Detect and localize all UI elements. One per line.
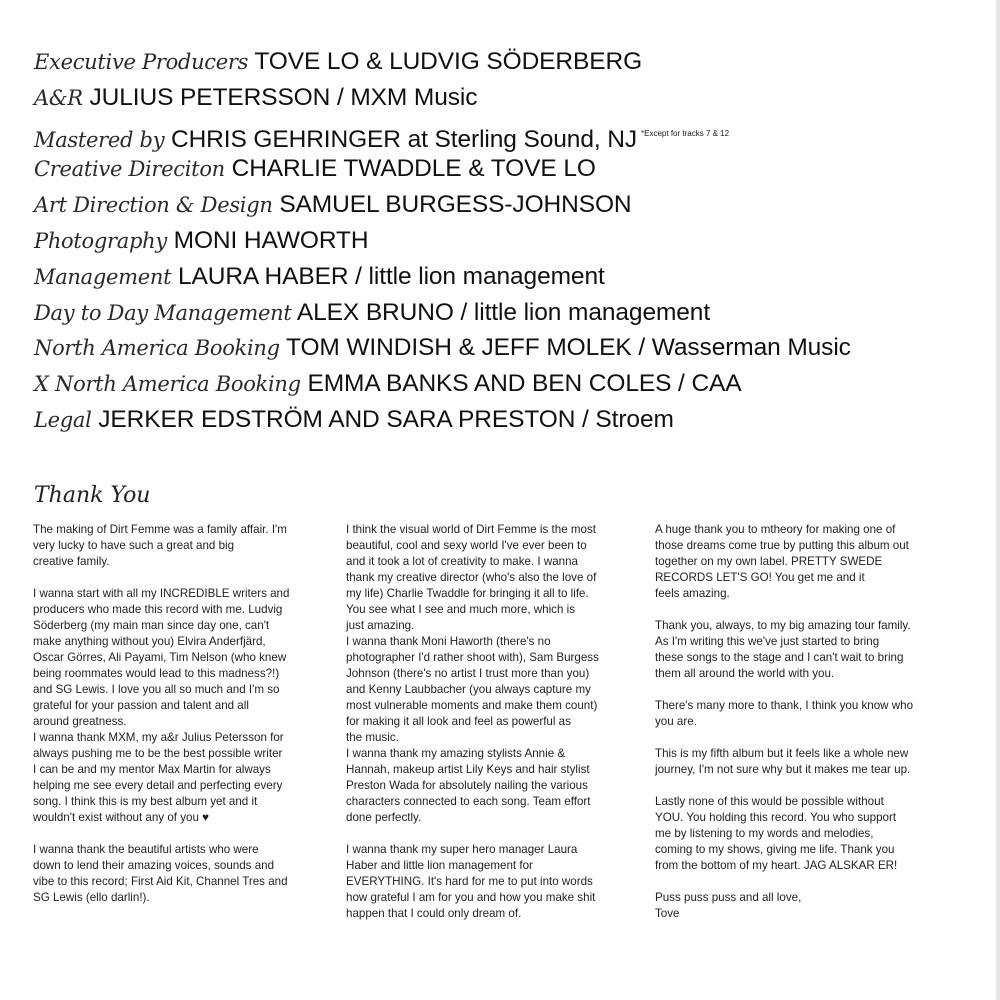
credit-role: Creative Direciton [34, 157, 225, 182]
credit-names: ALEX BRUNO / little lion management [296, 298, 711, 326]
credit-names: JULIUS PETERSSON / MXM Music [89, 83, 478, 111]
thank-you-heading: Thank You [34, 483, 151, 508]
credit-role: Management [34, 264, 172, 289]
credit-row [34, 187, 994, 223]
credit-role: X North America Booking [34, 372, 301, 397]
thank-you-column-3 [655, 522, 960, 922]
credit-names: EMMA BANKS AND BEN COLES / CAA [307, 370, 742, 398]
paragraph: Thank you, always, to my big amazing tour family. As I'm writing this we've just started to bring these songs to the stage and I can't wait to bring them all around the world with you. [655, 619, 911, 680]
paragraph: I wanna thank MXM, my a&r Julius Petersson for always pushing me to be the best possible writer I can be and my mentor Max Martin for always helping me see every detail and perfecting every song. I think this is my best album yet and it wouldn't exist without any of you ♥ [33, 731, 284, 824]
credit-role: Legal [34, 407, 92, 432]
credit-row [34, 80, 994, 116]
page-edge [996, 0, 1000, 1000]
paragraph: A huge thank you to mtheory for making one of those dreams come true by putting this album out together on my own label. PRETTY SWEDE RECORDS LET'S GO! You get me and it feels amazing. [655, 523, 909, 600]
paragraph: This is my fifth album but it feels like a whole new journey, I'm not sure why but it makes me tear up. [655, 747, 911, 776]
credit-names: JERKER EDSTRÖM AND SARA PRESTON / Stroem [98, 405, 674, 433]
credit-role: Mastered by [34, 127, 165, 152]
paragraph: There's many more to thank, I think you know who you are. [655, 699, 914, 728]
paragraph: Lastly none of this would be possible without YOU. You holding this record. You who support me by listening to my words and melodies, coming to my shows, giving me life. Thank you from the bottom of my heart. JAG ALSKAR ER! [655, 795, 898, 872]
credit-footnote: *Except for tracks 7 & 12 [641, 128, 730, 138]
credit-role: Day to Day Management [34, 300, 292, 325]
credit-row [34, 151, 994, 187]
credit-role: Executive Producers [34, 50, 249, 74]
credit-names: MONI HAWORTH [173, 226, 369, 254]
credit-role: Photography [34, 228, 167, 253]
credit-role: North America Booking [34, 336, 280, 361]
credit-row [34, 259, 994, 295]
credit-row [34, 44, 994, 80]
signature: Puss puss puss and all love, Tove [655, 891, 802, 920]
credit-names: TOVE LO & LUDVIG SÖDERBERG [254, 48, 643, 75]
credit-row [34, 366, 994, 402]
credits-list [34, 44, 994, 438]
credit-row [34, 295, 994, 331]
credit-row [34, 223, 994, 259]
paragraph: I wanna thank my amazing stylists Annie & Hannah, makeup artist Lily Keys and hair stylist Preston Wada for absolutely nailing the various characters connected to each song. Team effort done perfectly. [346, 747, 591, 824]
credit-names: CHRIS GEHRINGER at Sterling Sound, NJ [170, 125, 638, 153]
paragraph: I wanna start with all my INCREDIBLE writers and producers who made this record with me. Ludvig Söderberg (my main man since day one, can't make anything without you) Elvira Anderfjärd, Oscar Görres, Ali Payami, Tim Nelson (who knew being roommates would lead to this madness?!) and SG Lewis. I love you all so much and I'm so grateful for your passion and talent and all around greatness. [33, 587, 290, 728]
paragraph: I think the visual world of Dirt Femme is the most beautiful, cool and sexy world I've ever been to and it took a lot of creativity to make. I wanna thank my creative director (who's also the love of my life) Charlie Twaddle for bringing it all to life. You see what I see and much more, which is just amazing. [346, 523, 597, 632]
thank-you-column-2 [346, 522, 651, 922]
paragraph: I wanna thank Moni Haworth (there's no photographer I'd rather shoot with), Sam Burgess Johnson (there's no artist I trust more than you) and Kenny Laubbacher (you always capture my most vulnerable moments and make them count) for making it all look and feel as powerful as the music. [346, 635, 599, 744]
paragraph: I wanna thank the beautiful artists who were down to lend their amazing voices, sounds and vibe to this record; First Aid Kit, Channel Tres and SG Lewis (ello darlin!). [33, 843, 288, 904]
credit-names: CHARLIE TWADDLE & TOVE LO [231, 155, 596, 183]
paragraph: The making of Dirt Femme was a family affair. I'm very lucky to have such a great and big creative family. [33, 523, 287, 568]
credit-role: Art Direction & Design [34, 193, 273, 218]
credit-row [34, 402, 994, 438]
credit-row [34, 330, 994, 366]
credit-row [34, 116, 994, 152]
credit-names: LAURA HABER / little lion management [177, 262, 605, 290]
credit-role: A&R [34, 85, 83, 110]
paragraph: I wanna thank my super hero manager Laura Haber and little lion management for EVERYTHING. It's hard for me to put into words how grateful I am for you and how you make shit happen that I could only dream of. [346, 843, 596, 920]
credit-names: TOM WINDISH & JEFF MOLEK / Wasserman Music [286, 334, 851, 362]
thank-you-column-1 [33, 522, 338, 906]
credit-names: SAMUEL BURGESS-JOHNSON [279, 191, 632, 219]
